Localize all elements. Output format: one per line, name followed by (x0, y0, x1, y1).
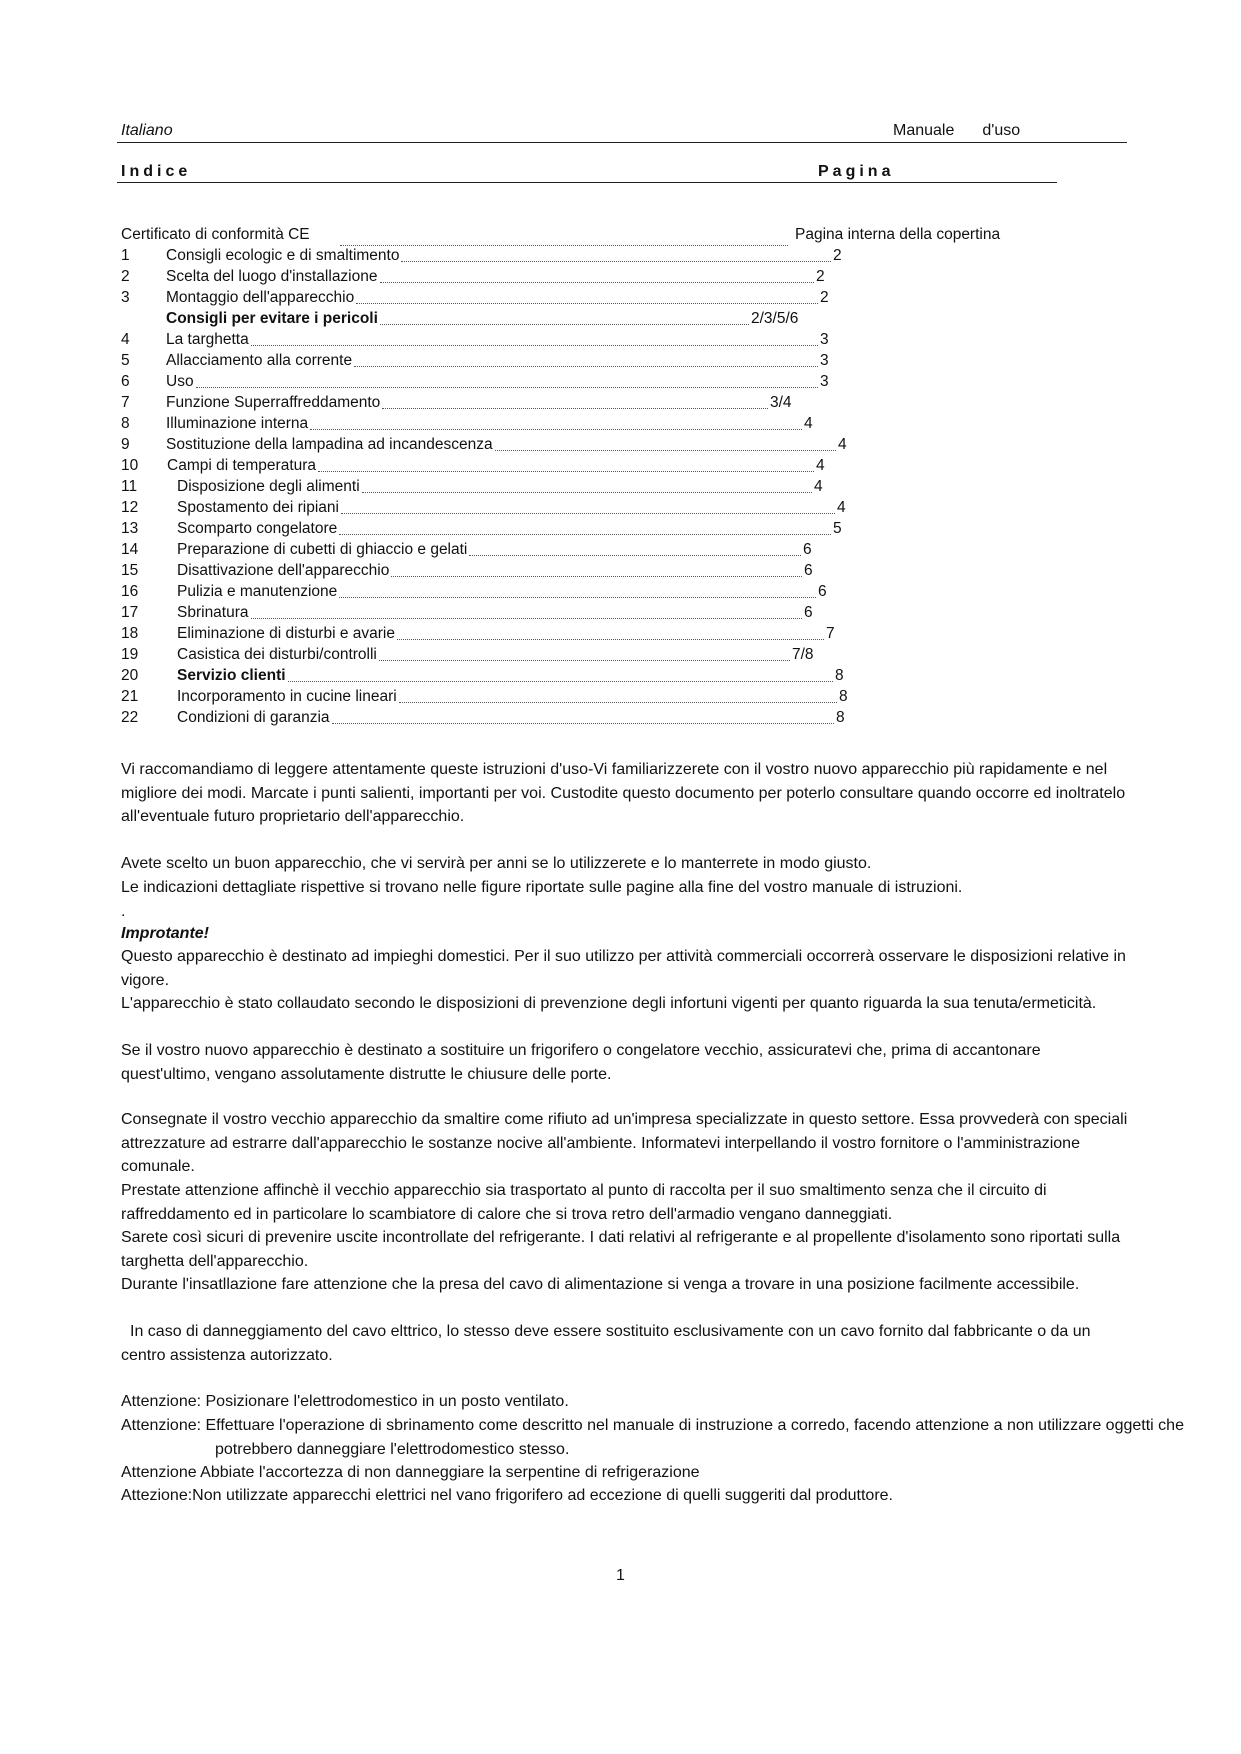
toc-number: 22 (121, 709, 139, 726)
toc-title: Allacciamento alla corrente (166, 352, 353, 369)
toc-title: Scomparto congelatore (177, 520, 338, 537)
toc-leader-dots (288, 660, 833, 682)
toc-title: Funzione Superraffreddamento (166, 394, 381, 411)
certificate-page: Pagina interna della copertina (795, 226, 1001, 243)
toc-number: 10 (121, 457, 139, 474)
toc-number: 18 (121, 625, 139, 642)
toc-page: 3 (820, 352, 829, 369)
header-language: Italiano (121, 122, 173, 139)
toc-page: 7 (826, 625, 835, 642)
toc-number: 13 (121, 520, 139, 537)
toc-leader-dots (380, 261, 814, 283)
paragraph-choice: Avete scelto un buon apparecchio, che vi servirà per anni se lo utilizzerete e lo manterrete in modo giusto. (121, 855, 872, 872)
toc-title: Campi di temperatura (167, 457, 317, 474)
toc-number: 5 (121, 352, 130, 369)
header-rule (117, 142, 1127, 143)
toc-number: 6 (121, 373, 130, 390)
toc-title: Casistica dei disturbi/controlli (177, 646, 377, 663)
toc-page: 2 (816, 268, 825, 285)
index-rule (117, 182, 1057, 183)
toc-leader-dots (196, 366, 818, 388)
toc-page: 6 (818, 583, 827, 600)
header-title (893, 122, 1020, 140)
toc-title: Disposizione degli alimenti (177, 478, 360, 495)
toc-title: Uso (166, 373, 194, 390)
toc-title: Preparazione di cubetti di ghiaccio e gelati (177, 541, 468, 558)
toc-number: 15 (121, 562, 139, 579)
warning-coil: Attenzione Abbiate l'accortezza di non danneggiare la serpentine di refrigerazione (121, 1464, 700, 1481)
toc-number: 7 (121, 394, 130, 411)
warning-electrical: Attezione:Non utilizzate apparecchi elettrici nel vano frigorifero ad eccezione di quelli suggeriti dal produttore. (121, 1487, 893, 1504)
toc-page: 8 (839, 688, 848, 705)
toc-title: Eliminazione di disturbi e avarie (177, 625, 395, 642)
toc-leader-dots (318, 450, 814, 472)
header-title-b: d'uso (982, 122, 1021, 139)
toc-leader-dots (401, 240, 831, 262)
toc-number: 9 (121, 436, 130, 453)
toc-page: 8 (836, 709, 845, 726)
toc-leader-dots (380, 303, 749, 325)
toc-title: La targhetta (166, 331, 249, 348)
toc-row (121, 707, 1041, 728)
paragraph-cable: In caso di danneggiamento del cavo elttrico, lo stesso deve essere sostituito esclusivamente con un cavo fornito dal fabbricante o da un centro assistenza autorizzato. (121, 1323, 1091, 1364)
toc-page: 4 (838, 436, 847, 453)
toc-number: 8 (121, 415, 130, 432)
toc-page: 4 (816, 457, 825, 474)
toc-title: Consigli per evitare i pericoli (166, 310, 378, 327)
toc-leader-dots (469, 534, 801, 556)
index-heading: Indice (121, 163, 192, 180)
toc-leader-dots (332, 702, 834, 724)
paragraph-intro: Vi raccomandiamo di leggere attentamente queste istruzioni d'uso-Vi familiarizzerete con il vostro nuovo apparecchio più rapidamente e nel migliore dei modi. Marcate i punti salienti, importanti per voi. Custodite questo documento per poterlo consultare quando occorre ed inoltratelo all'eventuale futuro proprietario dell'apparecchio. (121, 761, 1126, 825)
toc-page: 4 (814, 478, 823, 495)
toc-number: 4 (121, 331, 130, 348)
paragraph-domestic: Questo apparecchio è destinato ad impieghi domestici. Per il suo utilizzo per attività commerciali occorrerà osservare le disposizioni relative in vigore. (121, 948, 1126, 989)
important-heading: Improtante! (121, 925, 209, 942)
table-of-contents (121, 245, 1041, 728)
toc-leader-dots (495, 429, 836, 451)
certificate-entry (121, 224, 310, 245)
toc-title: Incorporamento in cucine lineari (177, 688, 397, 705)
toc-leader-dots (362, 471, 812, 493)
toc-number: 12 (121, 499, 139, 516)
paragraph-dot: . (121, 903, 126, 920)
paragraph-figures: Le indicazioni dettagliate rispettive si trovano nelle figure riportate sulle pagine alla fine del vostro manuale di istruzioni. (121, 879, 963, 896)
paragraph-disposal: Consegnate il vostro vecchio apparecchio da smaltire come rifiuto ad un'impresa specializzate in questo settore. Essa provvederà con speciali attrezzature ad estrarre dall'apparecchio le sostanze nocive all'ambiente. Informatevi interpellando il vostro fornitore o l'amministrazione comunale. (121, 1111, 1128, 1175)
certificate-label: Certificato di conformità CE (121, 226, 310, 243)
page-number: 1 (616, 1567, 625, 1584)
toc-page: 7/8 (792, 646, 814, 663)
toc-number: 11 (121, 478, 138, 495)
toc-page: 6 (803, 541, 812, 558)
toc-leader-dots (399, 681, 837, 703)
toc-page: 2 (820, 289, 829, 306)
toc-leader-dots (379, 639, 790, 661)
toc-number: 17 (121, 604, 139, 621)
toc-leader-dots (354, 345, 818, 367)
warning-defrost: Attenzione: Effettuare l'operazione di sbrinamento come descritto nel manuale di instruzione a corredo, facendo attenzione a non utilizzare oggetti che potrebbero danneggiare l'elettrodomestico stesso. (121, 1417, 1184, 1458)
toc-leader-dots (310, 408, 802, 430)
toc-title: Spostamento dei ripiani (177, 499, 339, 516)
header-title-a: Manuale (893, 122, 955, 139)
toc-leader-dots (391, 555, 802, 577)
toc-page: 5 (833, 520, 842, 537)
toc-title: Scelta del luogo d'installazione (166, 268, 378, 285)
toc-page: 3 (820, 373, 829, 390)
toc-number: 14 (121, 541, 139, 558)
toc-number: 16 (121, 583, 139, 600)
toc-number: 1 (121, 247, 130, 264)
toc-title: Sbrinatura (177, 604, 249, 621)
toc-leader-dots (341, 492, 835, 514)
toc-title: Sostituzione della lampadina ad incandescenza (166, 436, 493, 453)
toc-title: Pulizia e manutenzione (177, 583, 338, 600)
paragraph-tested: L'apparecchio è stato collaudato secondo le disposizioni di prevenzione degli infortuni vigenti per quanto riguarda la sua tenuta/ermeticità. (121, 995, 1097, 1012)
toc-number: 21 (121, 688, 139, 705)
toc-title: Condizioni di garanzia (177, 709, 330, 726)
toc-leader-dots (397, 618, 824, 640)
paragraph-replace: Se il vostro nuovo apparecchio è destinato a sostituire un frigorifero o congelatore vecchio, assicuratevi che, prima di accantonare quest'ultimo, vengano assolutamente distrutte le chiusure delle porte. (121, 1042, 1041, 1083)
toc-page: 2 (833, 247, 842, 264)
toc-page: 3 (820, 331, 829, 348)
paragraph-transport: Prestate attenzione affinchè il vecchio apparecchio sia trasportato al punto di raccolta per il suo smaltimento senza che il circuito di raffreddamento ed in particolare lo scambiatore di calore che si trova retro dell'armadio vengano danneggiati. (121, 1182, 1047, 1223)
toc-page: 8 (835, 667, 844, 684)
toc-title: Disattivazione dell'apparecchio (177, 562, 390, 579)
toc-number: 20 (121, 667, 139, 684)
toc-title: Consigli ecologic e di smaltimento (166, 247, 400, 264)
toc-leader-dots (339, 513, 831, 535)
toc-leader-dots (356, 282, 818, 304)
toc-title: Montaggio dell'apparecchio (166, 289, 355, 306)
page-heading: Pagina (818, 163, 895, 180)
toc-number: 2 (121, 268, 130, 285)
toc-title: Illuminazione interna (166, 415, 309, 432)
warning-ventilation: Attenzione: Posizionare l'elettrodomestico in un posto ventilato. (121, 1393, 569, 1410)
toc-page: 6 (804, 604, 813, 621)
paragraph-refrigerant: Sarete così sicuri di prevenire uscite incontrollate del refrigerante. I dati relativi al refrigerante e al propellente d'isolamento sono riportati sulla targhetta dell'apparecchio. (121, 1229, 1121, 1270)
toc-leader-dots (251, 597, 802, 619)
toc-leader-dots (382, 387, 768, 409)
paragraph-installation: Durante l'insatllazione fare attenzione che la presa del cavo di alimentazione si venga a trovare in una posizione facilmente accessibile. (121, 1276, 1080, 1293)
toc-page: 3/4 (770, 394, 792, 411)
toc-number: 19 (121, 646, 139, 663)
toc-number: 3 (121, 289, 130, 306)
toc-page: 4 (837, 499, 846, 516)
toc-page: 4 (804, 415, 813, 432)
toc-page: 6 (804, 562, 813, 579)
toc-leader-dots (339, 576, 816, 598)
toc-title: Servizio clienti (177, 667, 286, 684)
toc-page: 2/3/5/6 (751, 310, 799, 327)
toc-leader-dots (251, 324, 818, 346)
